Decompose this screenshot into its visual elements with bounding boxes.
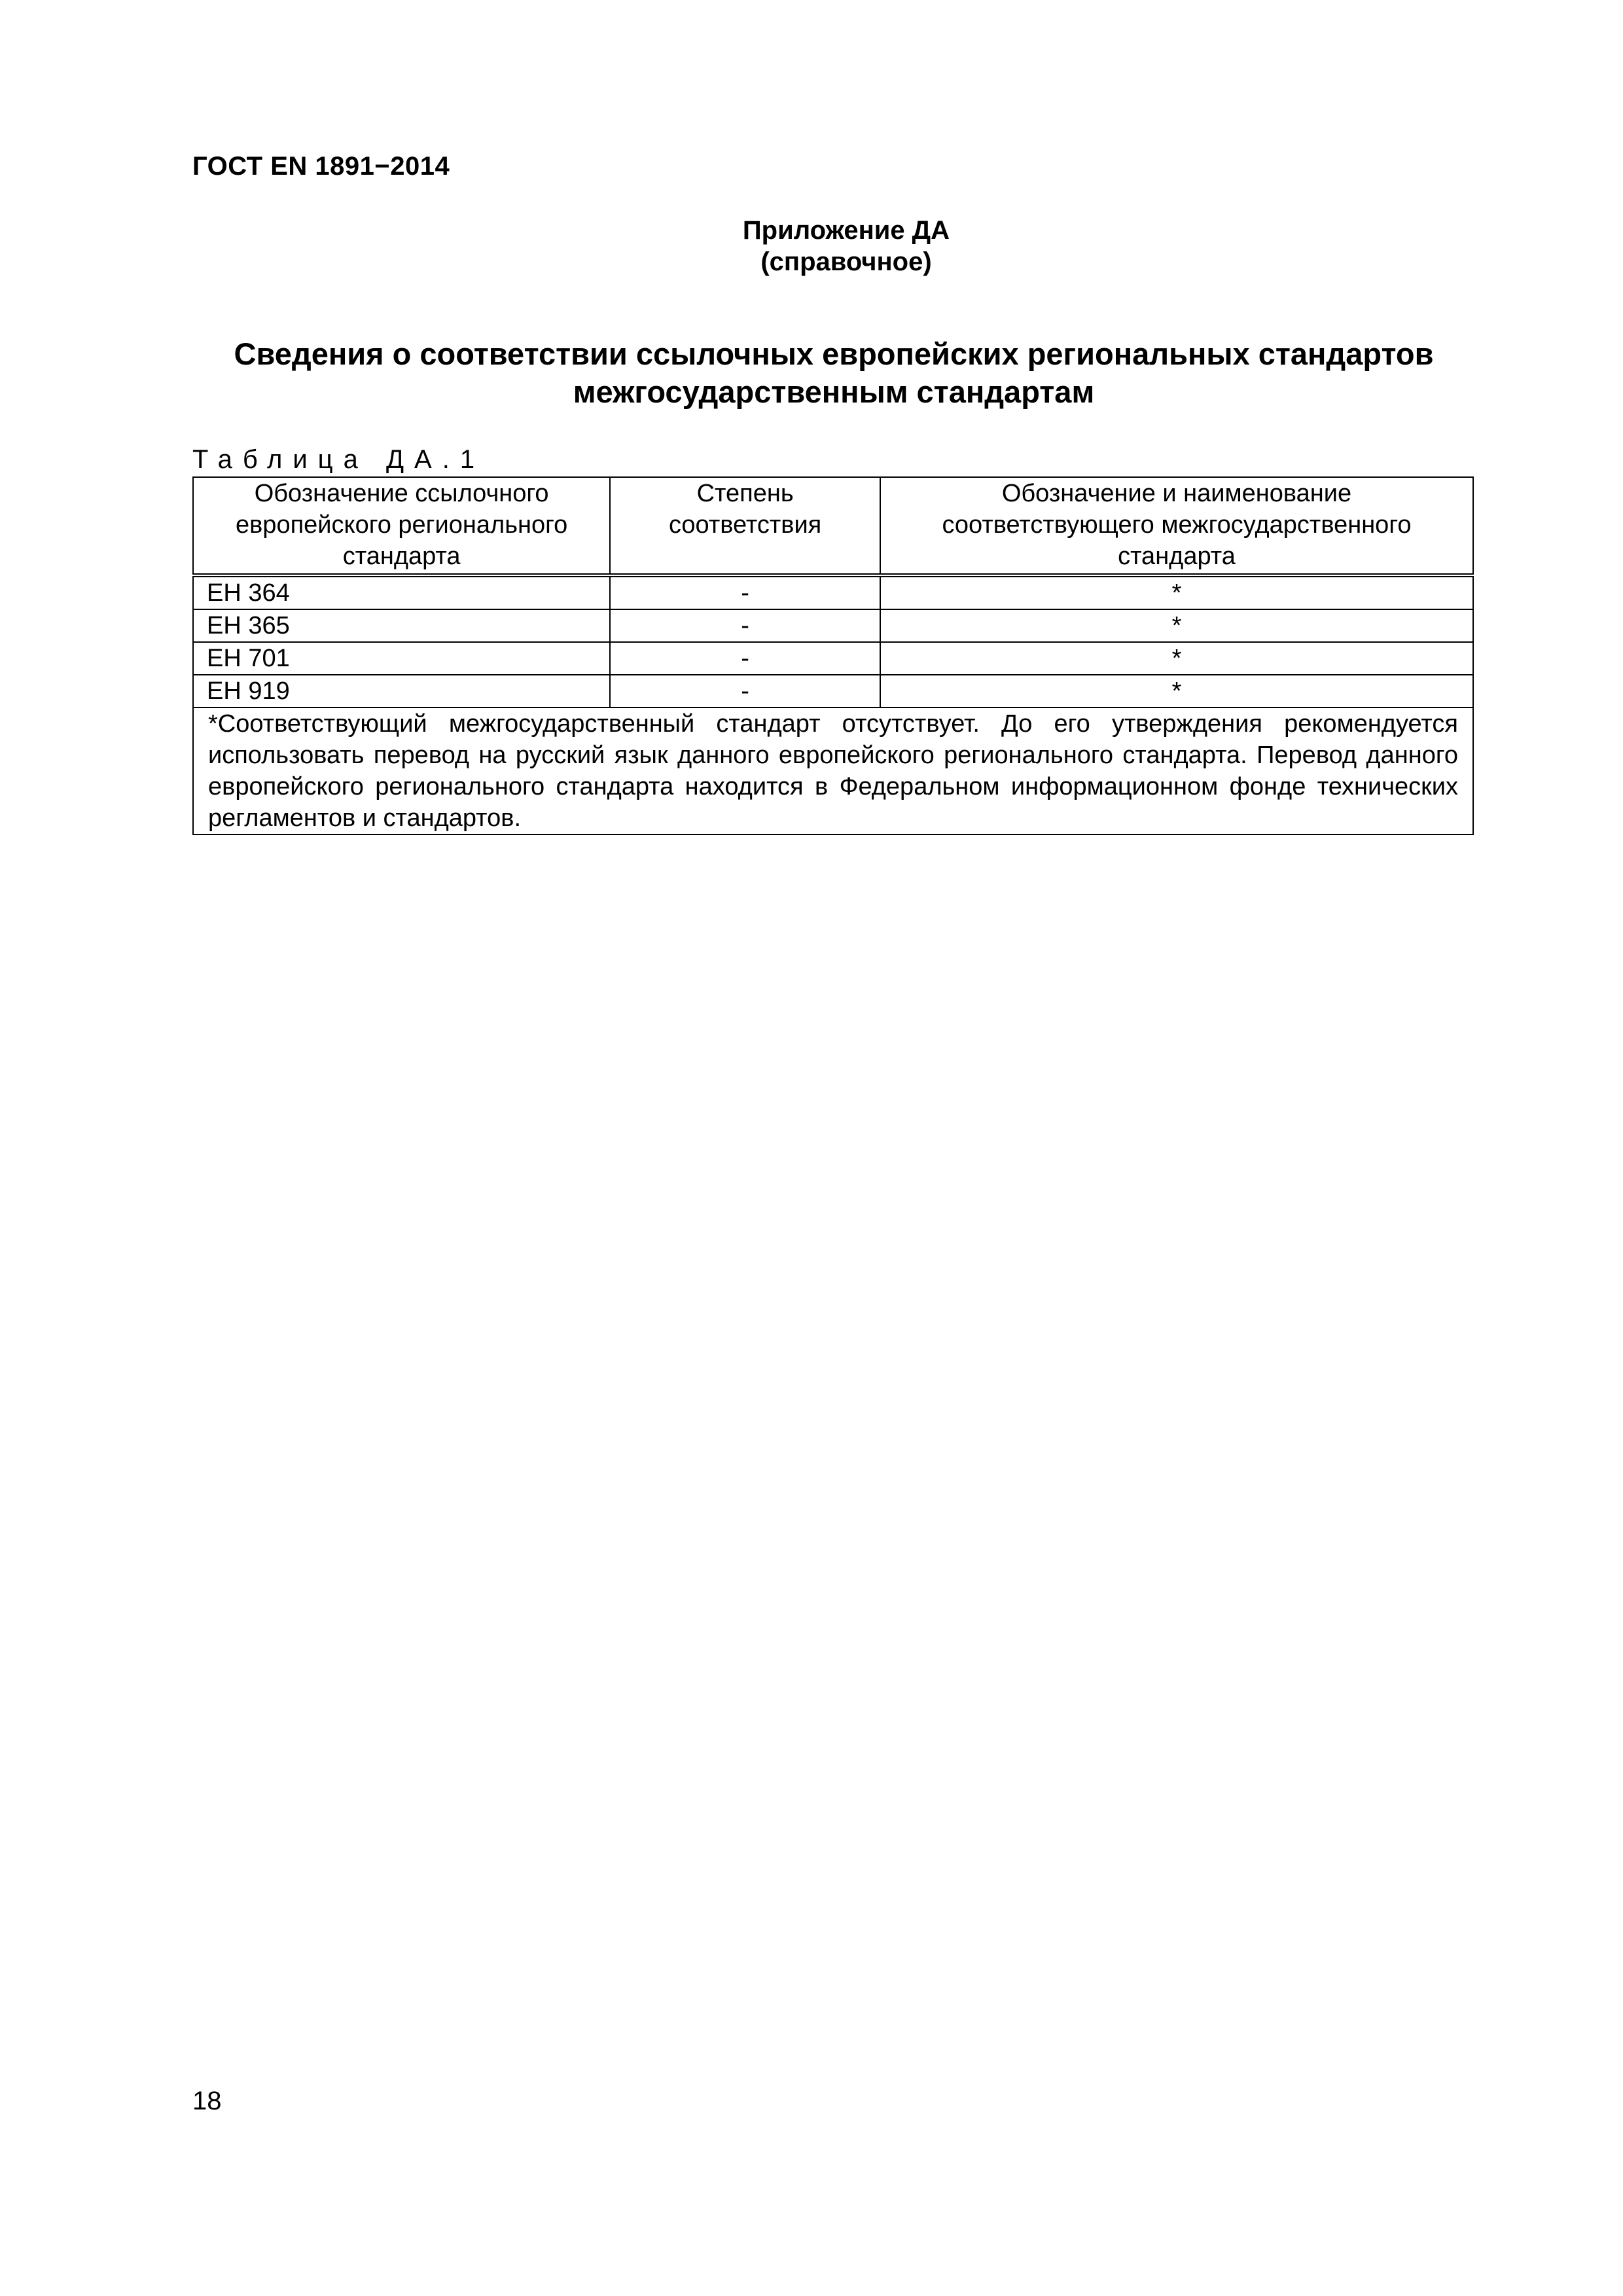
cell-standard-code: ЕН 365 — [193, 609, 610, 642]
table-note: *Соответствующий межгосударственный стандарт отсутствует. До его утверждения рекомендуется использовать перевод на русский язык данного европейского регионального стандарта. Перевод данного европейского регионального стандарта находится в Федеральном информационном фонде технических регламентов и стандартов. — [193, 708, 1473, 834]
cell-degree: - — [610, 675, 880, 708]
column-header-reference-standard: Обозначение ссылочного европейского регионального стандарта — [193, 477, 610, 575]
cell-degree: - — [610, 609, 880, 642]
appendix-type: (справочное) — [760, 247, 932, 276]
correspondence-table — [192, 476, 1474, 835]
appendix-heading — [0, 215, 1623, 278]
page-number: 18 — [192, 2087, 222, 2115]
table-note-row — [193, 708, 1473, 834]
cell-standard-code: ЕН 364 — [193, 575, 610, 609]
table-caption: Таблица ДА.1 — [192, 445, 486, 474]
section-title-line2: межгосударственным стандартам — [573, 374, 1095, 409]
table-header-row — [193, 477, 1473, 575]
table-row — [193, 609, 1473, 642]
cell-standard-code: ЕН 701 — [193, 642, 610, 675]
column-header-degree: Степень соответствия — [610, 477, 880, 575]
cell-degree: - — [610, 642, 880, 675]
column-header-interstate-standard: Обозначение и наименование соответствующего межгосударственного стандарта — [880, 477, 1473, 575]
cell-interstate-standard: * — [880, 642, 1473, 675]
section-title — [192, 335, 1475, 411]
document-code: ГОСТ EN 1891−2014 — [192, 152, 450, 181]
table-row — [193, 575, 1473, 609]
cell-standard-code: ЕН 919 — [193, 675, 610, 708]
appendix-label: Приложение ДА — [742, 216, 950, 245]
table-row — [193, 675, 1473, 708]
section-title-line1: Сведения о соответствии ссылочных европейских региональных стандартов — [234, 336, 1434, 371]
cell-interstate-standard: * — [880, 575, 1473, 609]
table-row — [193, 642, 1473, 675]
cell-degree: - — [610, 575, 880, 609]
cell-interstate-standard: * — [880, 609, 1473, 642]
cell-interstate-standard: * — [880, 675, 1473, 708]
